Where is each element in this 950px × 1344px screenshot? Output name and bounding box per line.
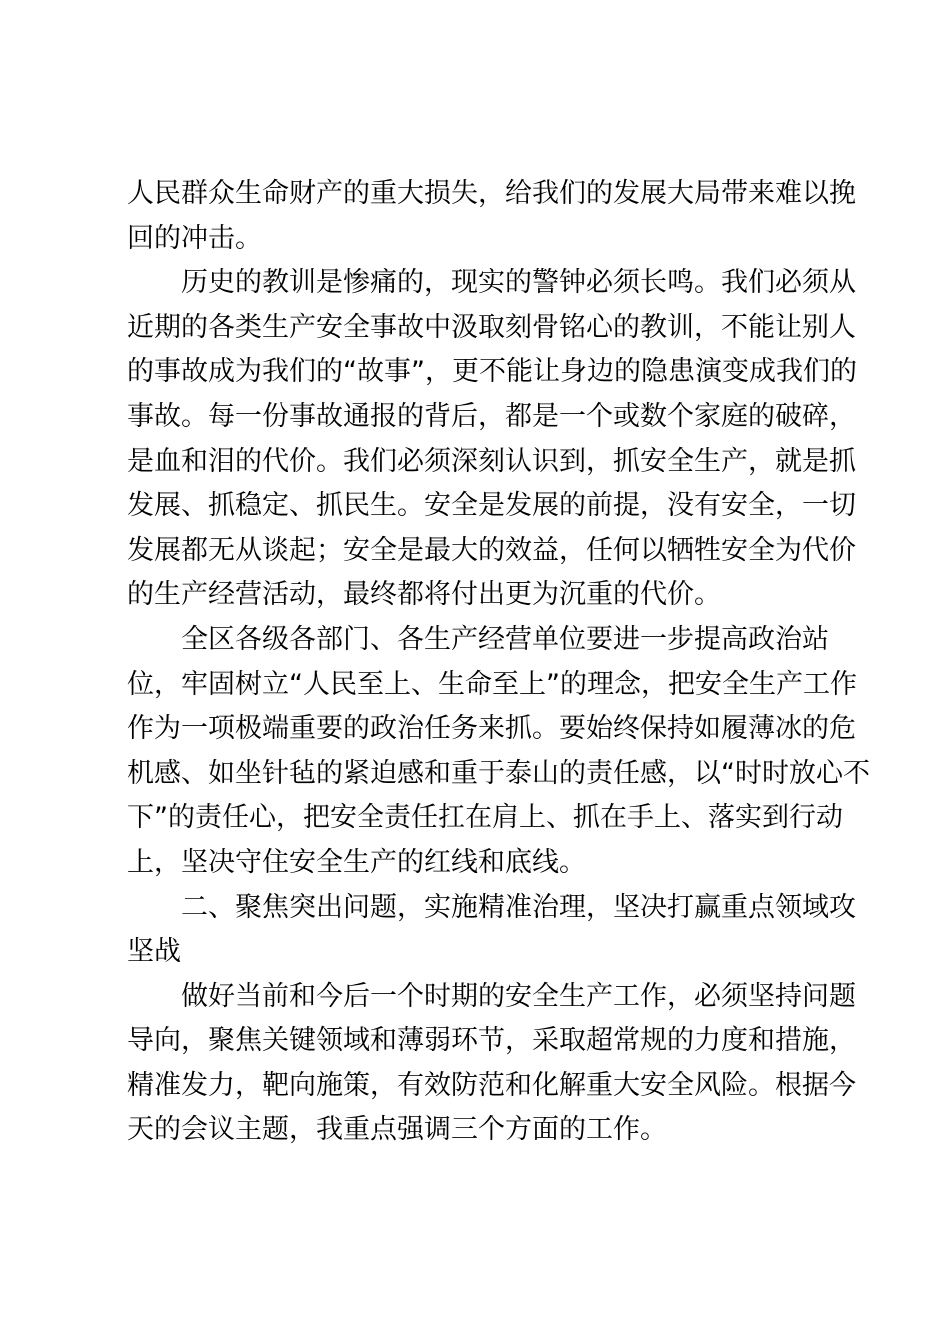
section-heading-line: 二、聚焦突出问题，实施精准治理，坚决打赢重点领域攻 (181, 891, 856, 923)
text-line: 位，牢固树立“人民至上、生命至上”的理念，把安全生产工作 (127, 668, 857, 700)
text-line: 天的会议主题，我重点强调三个方面的工作。 (127, 1114, 667, 1146)
text-line: 发展都无从谈起；安全是最大的效益，任何以牺牲安全为代价 (127, 534, 856, 566)
text-line: 精准发力，靶向施策，有效防范和化解重大安全风险。根据今 (127, 1069, 856, 1101)
text-line: 全区各级各部门、各生产经营单位要进一步提高政治站 (181, 623, 829, 655)
text-line: 导向，聚焦关键领域和薄弱环节，采取超常规的力度和措施， (127, 1025, 856, 1057)
text-line: 发展、抓稳定、抓民生。安全是发展的前提，没有安全，一切 (127, 490, 856, 522)
text-line: 上，坚决守住安全生产的红线和底线。 (127, 846, 586, 878)
text-line: 人民群众生命财产的重大损失，给我们的发展大局带来难以挽 (127, 178, 856, 209)
text-line: 的事故成为我们的“故事”，更不能让身边的隐患演变成我们的 (127, 356, 857, 388)
text-line: 历史的教训是惨痛的，现实的警钟必须长鸣。我们必须从 (181, 267, 856, 299)
text-line: 是血和泪的代价。我们必须深刻认识到，抓安全生产，就是抓 (127, 445, 856, 477)
text-line: 下”的责任心，把安全责任扛在肩上、抓在手上、落实到行动 (127, 802, 843, 834)
text-line: 作为一项极端重要的政治任务来抓。要始终保持如履薄冰的危 (127, 713, 856, 745)
body-text (127, 172, 870, 1153)
text-line: 机感、如坐针毡的紧迫感和重于泰山的责任感，以“时时放心不 (127, 757, 870, 789)
text-line: 回的冲击。 (127, 222, 262, 254)
text-line: 做好当前和今后一个时期的安全生产工作，必须坚持问题 (181, 980, 856, 1012)
text-line: 的生产经营活动，最终都将付出更为沉重的代价。 (127, 579, 721, 611)
text-line: 近期的各类生产安全事故中汲取刻骨铭心的教训，不能让别人 (127, 311, 856, 343)
text-line: 事故。每一份事故通报的背后，都是一个或数个家庭的破碎， (127, 400, 856, 432)
section-heading-line: 坚战 (127, 936, 181, 968)
